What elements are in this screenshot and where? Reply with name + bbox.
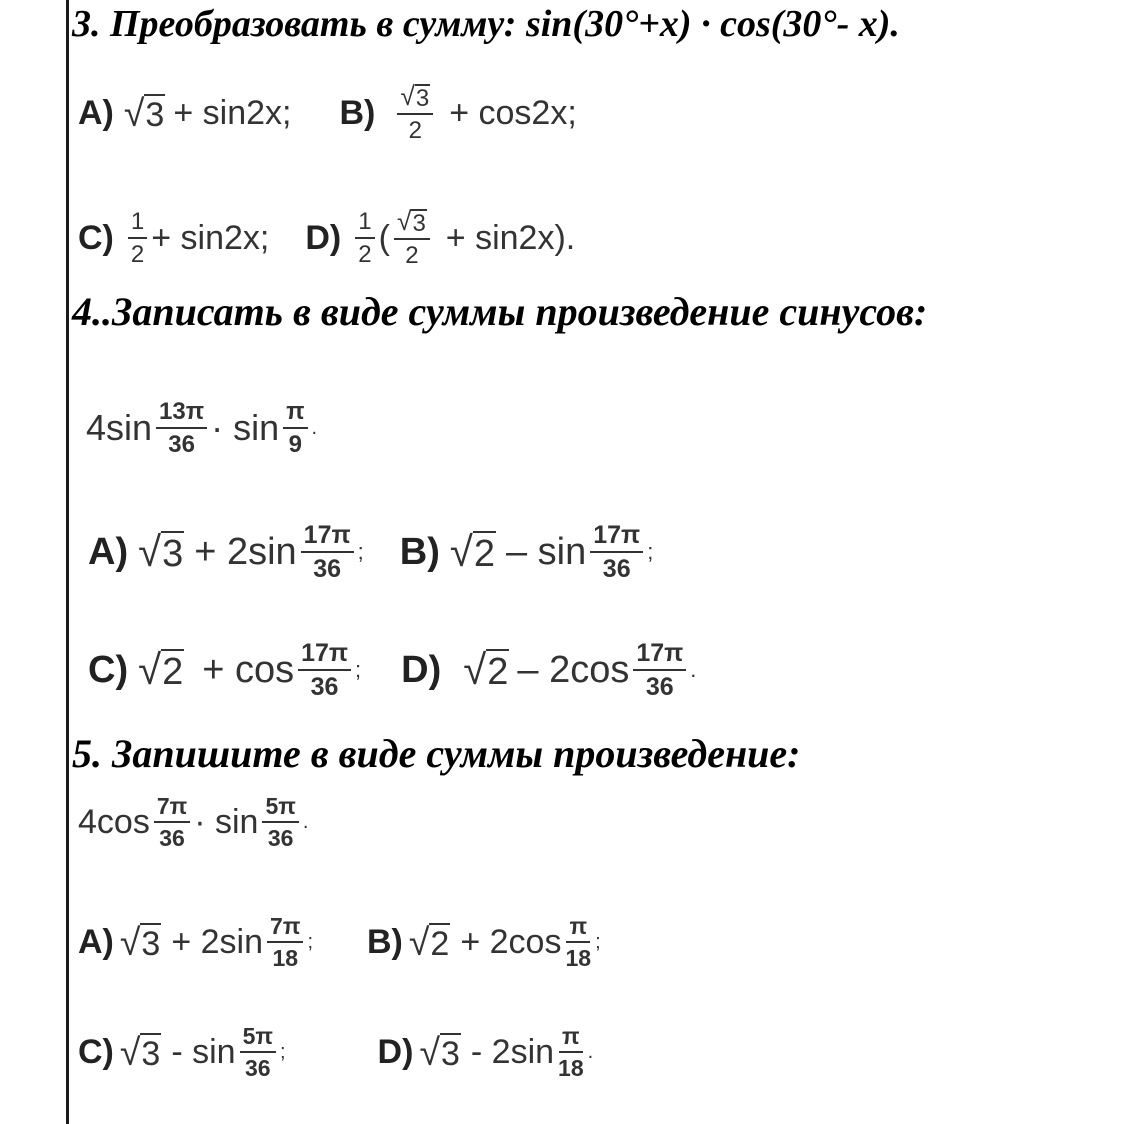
numerator: 5π <box>240 1024 276 1052</box>
numerator: 17π <box>298 640 351 670</box>
q4-option-d-fraction <box>633 640 686 700</box>
q3-option-d <box>305 208 575 268</box>
q4-option-d-end: . <box>690 657 697 682</box>
sqrt-sign: √ <box>138 646 162 693</box>
sqrt-sign: √ <box>463 646 487 693</box>
numerator: 1 <box>128 209 147 238</box>
q5-option-d-mid: - 2sin <box>470 1032 555 1071</box>
numerator: 17π <box>301 522 354 552</box>
q4-option-b-mid: – sin <box>505 530 587 573</box>
numerator: 17π <box>633 640 686 670</box>
q4-option-a <box>88 522 364 582</box>
q5-option-c-letter: C) <box>78 1032 114 1071</box>
denominator: 36 <box>602 554 631 583</box>
q5-option-d-end: . <box>587 1040 594 1063</box>
q4-option-b <box>400 522 654 582</box>
denominator: 36 <box>244 1054 271 1081</box>
denominator: 36 <box>159 824 185 851</box>
q3-options-row-2 <box>78 198 575 278</box>
q4-expression <box>86 388 317 468</box>
denominator: 36 <box>645 672 674 701</box>
numerator: π <box>566 914 590 942</box>
sqrt-sign: √ <box>119 1030 141 1073</box>
denominator: 2 <box>408 116 422 144</box>
denominator: 2 <box>130 240 145 268</box>
q4-expr-coef: 4sin <box>86 407 153 448</box>
q5-option-b-end: ; <box>595 930 601 953</box>
q4-option-b-end: ; <box>647 539 654 564</box>
q4-option-a-mid: + 2sin <box>194 530 297 573</box>
radicand: 3 <box>141 924 161 963</box>
denominator: 2 <box>405 241 419 269</box>
q4-heading: 4..Записать в виде суммы произведение синусов: <box>72 289 928 334</box>
q4-expr-fraction-2 <box>283 399 307 456</box>
q4-option-b-fraction <box>590 522 643 582</box>
numerator: 7π <box>267 914 303 942</box>
denominator: 18 <box>272 944 299 971</box>
q3-heading: 3. Преобразовать в сумму: sin(30°+x) · cos(30°- x). <box>72 3 900 45</box>
q5-option-d <box>378 1024 594 1079</box>
q3-option-b-letter: B) <box>339 93 376 132</box>
q5-option-d-letter: D) <box>377 1032 414 1071</box>
denominator: 9 <box>288 430 302 458</box>
q3-option-a-sqrt <box>124 92 165 135</box>
denominator: 18 <box>565 944 592 971</box>
q4-option-c-sqrt <box>138 646 184 694</box>
radicand: 3 <box>145 95 165 134</box>
q5-option-c <box>78 1024 286 1079</box>
sqrt-sign: √ <box>123 91 145 134</box>
numerator: 1 <box>355 209 374 238</box>
q4-option-a-sqrt <box>138 528 184 576</box>
radicand: 3 <box>141 1034 161 1073</box>
q4-expr-mid: · sin <box>211 407 280 448</box>
q3-option-b-fraction <box>397 83 433 143</box>
sqrt-sign: √ <box>396 206 412 237</box>
q4-option-c-fraction <box>298 640 351 700</box>
q5-option-a <box>78 914 313 969</box>
q3-option-a-rest: + sin2x; <box>173 93 292 132</box>
open-paren: ( <box>378 218 390 257</box>
denominator: 36 <box>168 430 195 458</box>
radicand: 3 <box>440 1034 460 1073</box>
numerator: π <box>283 399 307 428</box>
q4-expr-fraction-1 <box>156 399 207 456</box>
q5-expr-fraction-1 <box>154 794 190 849</box>
q4-options-row-1 <box>88 510 653 594</box>
q5-option-b-fraction <box>565 914 591 969</box>
q5-options-row-2 <box>78 1012 593 1092</box>
q4-option-c-letter: C) <box>88 648 129 691</box>
q5-option-b-sqrt <box>409 921 450 964</box>
q4-options-row-2 <box>88 628 696 712</box>
numerator: 7π <box>154 794 190 822</box>
q5-option-c-sqrt <box>120 1031 161 1074</box>
q5-option-a-end: ; <box>307 930 313 953</box>
q4-option-d-sqrt <box>463 646 509 694</box>
q3-option-c <box>78 209 269 266</box>
q3-option-d-fraction <box>355 209 374 266</box>
radicand: 3 <box>412 209 426 237</box>
q3-options-row-1 <box>78 76 577 150</box>
radicand: 2 <box>162 651 184 693</box>
q5-option-c-end: ; <box>279 1040 286 1063</box>
q5-option-a-letter: A) <box>78 922 114 961</box>
q4-expr-end: . <box>311 416 318 439</box>
denominator: 36 <box>313 554 342 583</box>
q5-heading: 5. Запишите в виде суммы произведение: <box>72 731 801 776</box>
q3-option-d-rest: + sin2x). <box>445 218 576 257</box>
q5-expr-end: . <box>302 810 309 833</box>
sqrt-sign: √ <box>449 528 473 575</box>
sqrt-sign: √ <box>119 920 141 963</box>
radicand: 3 <box>162 533 184 575</box>
q4-option-c-end: ; <box>355 657 362 682</box>
q4-option-c-mid: + cos <box>202 648 295 691</box>
sqrt-sign: √ <box>419 1030 440 1073</box>
q4-option-a-letter: A) <box>88 530 129 573</box>
sqrt-sign: √ <box>400 81 415 112</box>
denominator: 18 <box>558 1054 584 1081</box>
q4-option-d-letter: D) <box>401 648 442 691</box>
q5-expr-mid: · sin <box>194 802 259 841</box>
sqrt-sign: √ <box>408 920 430 963</box>
worksheet <box>70 0 1110 1124</box>
q3-option-a-letter: A) <box>78 93 114 132</box>
q5-option-b-letter: B) <box>367 922 403 961</box>
q4-option-b-sqrt <box>450 528 496 576</box>
q4-option-a-end: ; <box>357 539 364 564</box>
q4-option-c <box>88 640 361 700</box>
radicand: 2 <box>473 533 495 575</box>
denominator: 36 <box>310 672 339 701</box>
q3-option-d-inner-fraction <box>394 208 430 268</box>
radicand: 2 <box>487 651 509 693</box>
q3-option-c-fraction <box>128 209 147 266</box>
q3-option-c-rest: + sin2x; <box>151 218 270 257</box>
denominator: 36 <box>267 824 294 851</box>
q5-expr-fraction-2 <box>262 794 298 849</box>
numerator: 17π <box>590 522 643 552</box>
q5-options-row-1 <box>78 902 601 982</box>
q5-option-c-fraction <box>240 1024 276 1079</box>
q4-option-b-letter: B) <box>399 530 440 573</box>
denominator: 2 <box>358 240 372 268</box>
q5-option-a-sqrt <box>120 921 161 964</box>
q5-option-b-mid: + 2cos <box>460 922 562 961</box>
q5-option-a-fraction <box>267 914 303 969</box>
radicand: 2 <box>430 924 450 963</box>
q5-option-a-mid: + 2sin <box>171 922 264 961</box>
q3-option-b-rest: + cos2x; <box>449 93 577 132</box>
radicand: 3 <box>415 84 430 112</box>
q3-option-a <box>78 92 291 135</box>
numerator: π <box>559 1024 583 1052</box>
sqrt-sign: √ <box>138 528 162 575</box>
q4-option-d-mid: – 2cos <box>517 648 630 691</box>
q3-option-c-letter: C) <box>78 218 114 257</box>
q5-option-d-fraction <box>558 1024 584 1079</box>
numerator: 13π <box>156 399 207 428</box>
q5-option-c-mid: - sin <box>171 1032 236 1071</box>
q5-option-b <box>367 914 601 969</box>
q4-option-a-fraction <box>301 522 354 582</box>
q5-expr-coef: 4cos <box>78 802 150 841</box>
q5-expression <box>78 784 308 860</box>
q5-option-d-sqrt <box>419 1031 460 1074</box>
q4-option-d <box>401 640 696 700</box>
numerator: 5π <box>262 794 298 822</box>
q3-option-d-letter: D) <box>305 218 342 257</box>
q3-option-b <box>339 83 576 143</box>
left-margin-rule <box>66 0 69 1124</box>
